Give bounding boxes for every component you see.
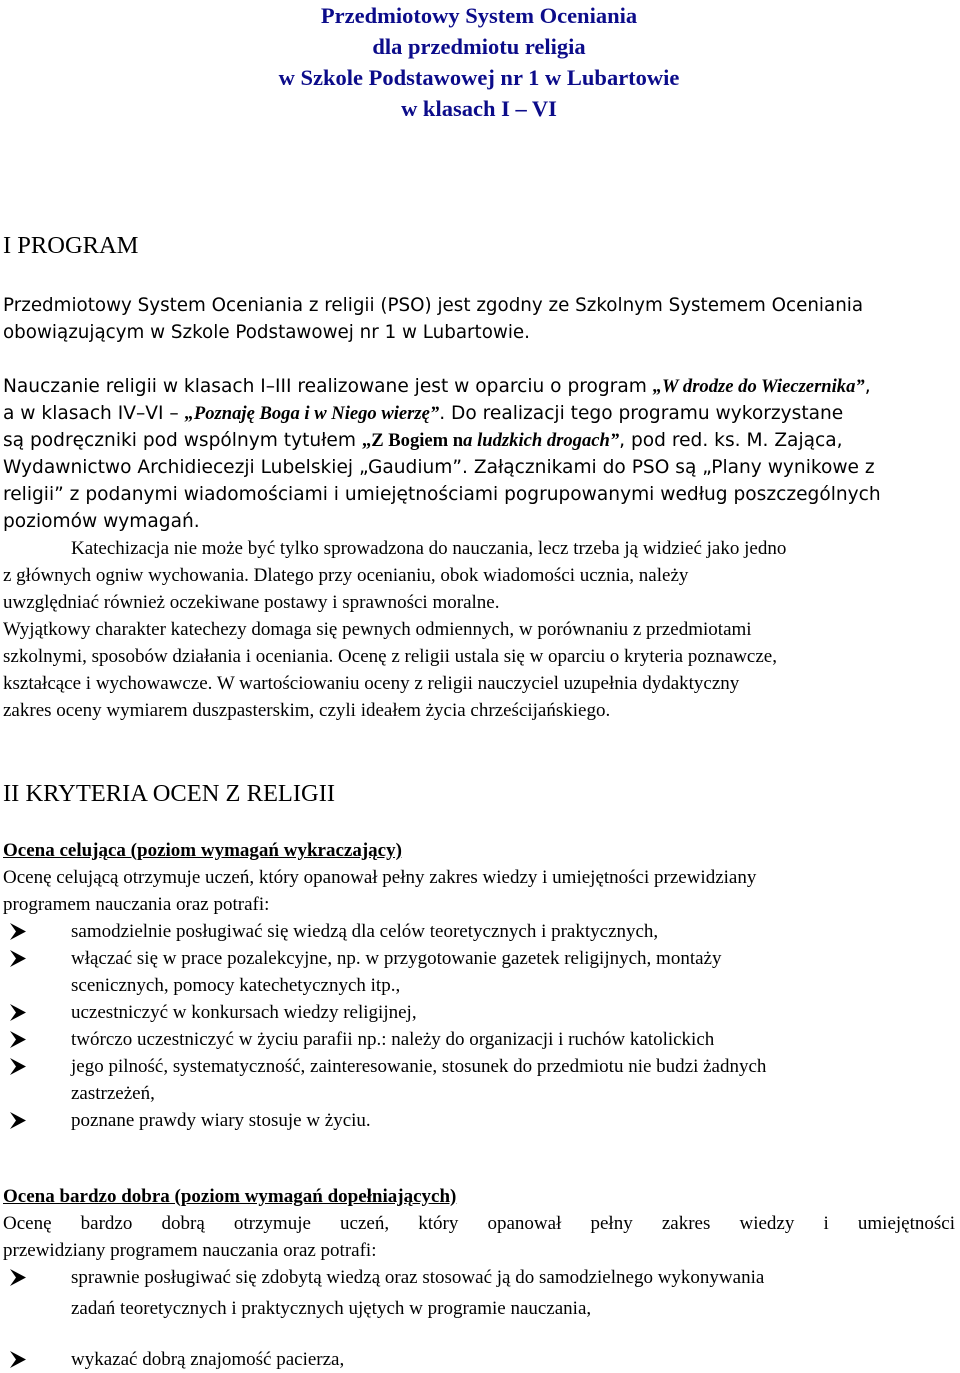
text-line: Wyjątkowy charakter katechezy domaga się pewnych odmiennych, w porównaniu z przedmiotami (3, 619, 752, 640)
text-line: religii” z podanymi wiadomościami i umiejętnościami pogrupowanymi według poszczególnych (3, 484, 881, 505)
text-line: z głównych ogniw wychowania. Dlatego przy ocenianiu, obok wiadomości ucznia, należy (3, 565, 689, 586)
text-line: uwzględniać również oczekiwane postawy i sprawności moralne. (3, 592, 500, 613)
text-line: Ocenę bardzo dobrą otrzymuje uczeń, który opanował pełny zakres wiedzy i umiejętności (3, 1213, 955, 1234)
arrow-bullet-icon (7, 1346, 29, 1373)
arrow-bullet-icon (7, 1053, 29, 1080)
textbook-title-a: „Z Bogiem n (361, 430, 464, 451)
text-span: , (864, 376, 871, 397)
title-line-3: w Szkole Podstawowej nr 1 w Lubartowie (278, 65, 680, 90)
text-line: szkolnymi, sposobów działania i oceniania. Ocenę z religii ustala się w oparciu o kryteria poznawcze, (3, 646, 777, 667)
title-line-2: dla przedmiotu religia (372, 34, 586, 59)
list-item-text-cont: scenicznych, pomocy katechetycznych itp., (71, 975, 401, 996)
list-item-text-cont: zadań teoretycznych i praktycznych ujętych w programie nauczania, (71, 1298, 592, 1319)
text-line: kształcące i wychowawcze. W wartościowaniu oceny z religii nauczyciel uzupełnia dydaktyczny (3, 673, 740, 694)
paragraph-celujaca-intro (3, 864, 955, 918)
list-item-text: samodzielnie posługiwać się wiedzą dla celów teoretycznych i praktycznych, (71, 921, 659, 942)
list-item-text: uczestniczyć w konkursach wiedzy religijnej, (71, 1002, 417, 1023)
text-span: są podręczniki pod wspólnym tytułem (3, 430, 362, 451)
text-line: Wydawnictwo Archidiecezji Lubelskiej „Gaudium”. Załącznikami do PSO są „Plany wynikowe z (3, 457, 875, 478)
text-line (3, 427, 955, 454)
text-span: , pod red. ks. M. Zająca, (619, 430, 843, 451)
text-span: a w klasach IV–VI – (3, 403, 185, 424)
list-item-text: twórczo uczestniczyć w życiu parafii np.: należy do organizacji i ruchów katolickich (71, 1029, 715, 1050)
arrow-bullet-icon (7, 999, 29, 1026)
text-line: obowiązującym w Szkole Podstawowej nr 1 w Lubartowie. (3, 322, 530, 343)
text-line (3, 400, 955, 427)
list-item-text: wykazać dobrą znajomość pacierza, (71, 1349, 345, 1370)
text-span: . Do realizacji tego programu wykorzystane (439, 403, 844, 424)
text-line: Katechizacja nie może być tylko sprowadzona do nauczania, lecz trzeba ją widzieć jako jedno (71, 538, 787, 559)
paragraph-charakter (3, 616, 955, 724)
list-item-text-cont: zastrzeżeń, (71, 1083, 155, 1104)
list-item-text: sprawnie posługiwać się zdobytą wiedzą oraz stosować ją do samodzielnego wykonywania (71, 1267, 765, 1288)
section-heading-kryteria: II KRYTERIA OCEN Z RELIGII (3, 780, 336, 807)
document-title (3, 0, 955, 124)
text-line: Ocenę celującą otrzymuje uczeń, który opanował pełny zakres wiedzy i umiejętności przewidziany (3, 867, 757, 888)
list-item-text: poznane prawdy wiary stosuje w życiu. (71, 1110, 371, 1131)
text-line: poziomów wymagań. (3, 511, 200, 532)
text-line: zakres oceny wymiarem duszpasterskim, czyli ideałem życia chrześcijańskiego. (3, 700, 611, 721)
subheading-bardzo-dobra: Ocena bardzo dobra (poziom wymagań dopełniających) (3, 1186, 457, 1207)
textbook-title-b: a ludzkich drogach” (463, 430, 620, 451)
arrow-bullet-icon (7, 1026, 29, 1053)
list-item-text: jego pilność, systematyczność, zainteresowanie, stosunek do przedmiotu nie budzi żadnych (71, 1056, 767, 1077)
text-line: Przedmiotowy System Oceniania z religii (PSO) jest zgodny ze Szkolnym Systemem Oceniania (3, 295, 864, 316)
subheading-celujaca: Ocena celująca (poziom wymagań wykraczający) (3, 840, 402, 861)
text-line: przewidziany programem nauczania oraz potrafi: (3, 1240, 377, 1261)
paragraph-bardzo-dobra-intro (3, 1210, 955, 1264)
list-item-text: włączać się w prace pozalekcyjne, np. w przygotowanie gazetek religijnych, montaży (71, 948, 722, 969)
arrow-bullet-icon (7, 918, 29, 945)
section-heading-program: I PROGRAM (3, 232, 139, 259)
arrow-bullet-icon (7, 1264, 29, 1291)
text-line (3, 373, 955, 400)
text-line: programem nauczania oraz potrafi: (3, 894, 270, 915)
title-line-4: w klasach I – VI (401, 96, 557, 121)
text-span: Nauczanie religii w klasach I–III realizowane jest w oparciu o program (3, 376, 653, 397)
paragraph-pso (3, 292, 955, 346)
paragraph-programs (3, 373, 955, 535)
program-title-1: „W drodze do Wieczernika” (652, 376, 865, 397)
paragraph-katechizacja (3, 535, 955, 616)
arrow-bullet-icon (7, 1107, 29, 1134)
program-title-2: „Poznaję Boga i w Niego wierzę” (184, 403, 440, 424)
title-line-1: Przedmiotowy System Oceniania (320, 3, 638, 28)
arrow-bullet-icon (7, 945, 29, 972)
